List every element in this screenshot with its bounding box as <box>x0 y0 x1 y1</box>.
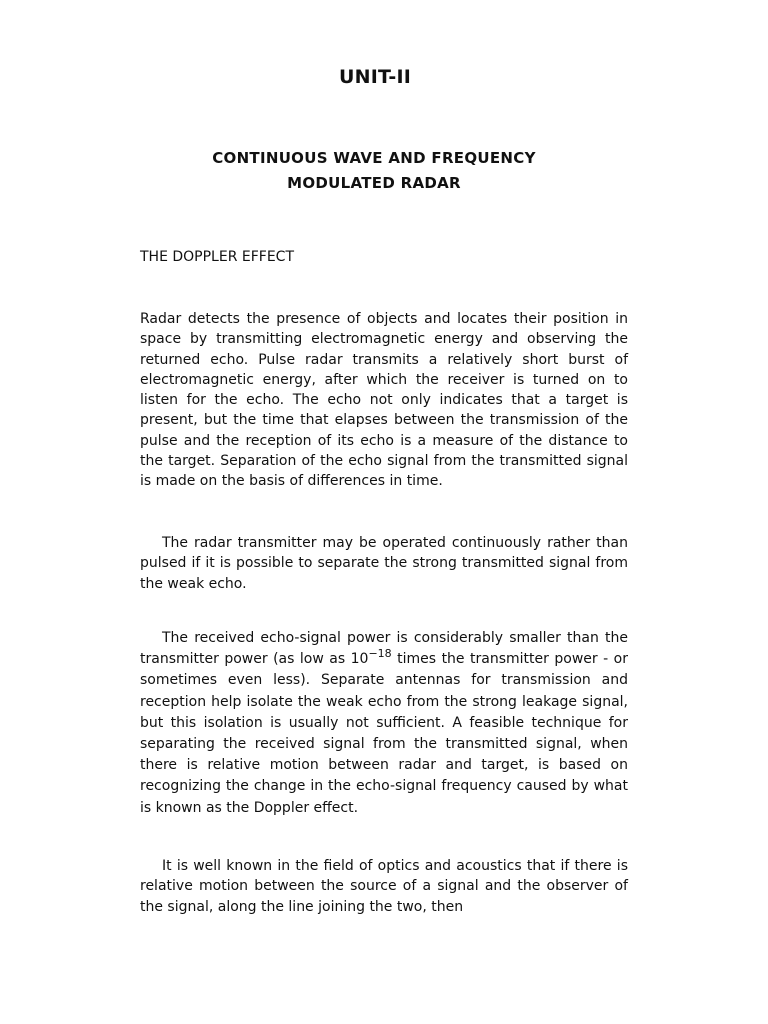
paragraph-4: It is well known in the field of optics and acoustics that if there is relative motion between the source of a signal and the observer of the signal, along the line joining the two, then <box>140 858 628 915</box>
paragraph-3-text-after: times the transmitter power - or sometimes even less). Separate antennas for transmission and reception help isolate the weak echo from the strong leakage signal, but this isolation is usually not sufficient. A feasible technique for separating the received signal from the transmitted signal, when there is relative motion between radar and target, is based on recognizing the change in the echo-signal frequency caused by what is known as the Doppler effect. <box>140 651 628 816</box>
section-heading: THE DOPPLER EFFECT <box>140 249 295 265</box>
chapter-title-line-2: MODULATED RADAR <box>287 174 461 192</box>
chapter-title <box>100 146 648 196</box>
unit-title: UNIT-II <box>339 66 411 88</box>
exponent-superscript: −18 <box>368 647 392 661</box>
chapter-title-line-1: CONTINUOUS WAVE AND FREQUENCY <box>212 149 536 167</box>
paragraph-3-text-before: The received echo-signal power is considerably smaller than the transmitter power (as low as 10 <box>140 630 628 668</box>
paragraph-2: The radar transmitter may be operated continuously rather than pulsed if it is possible to separate the strong transmitted signal from the weak echo. <box>140 535 628 592</box>
paragraph-1: Radar detects the presence of objects and locates their position in space by transmitting electromagnetic energy and observing the returned echo. Pulse radar transmits a relatively short burst of electromagnetic energy, after which the receiver is turned on to listen for the echo. The echo not only indicates that a target is present, but the time that elapses between the transmission of the pulse and the reception of its echo is a measure of the distance to the target. Separation of the echo signal from the transmitted signal is made on the basis of differences in time. <box>140 311 628 490</box>
paragraph-3 <box>140 628 628 819</box>
